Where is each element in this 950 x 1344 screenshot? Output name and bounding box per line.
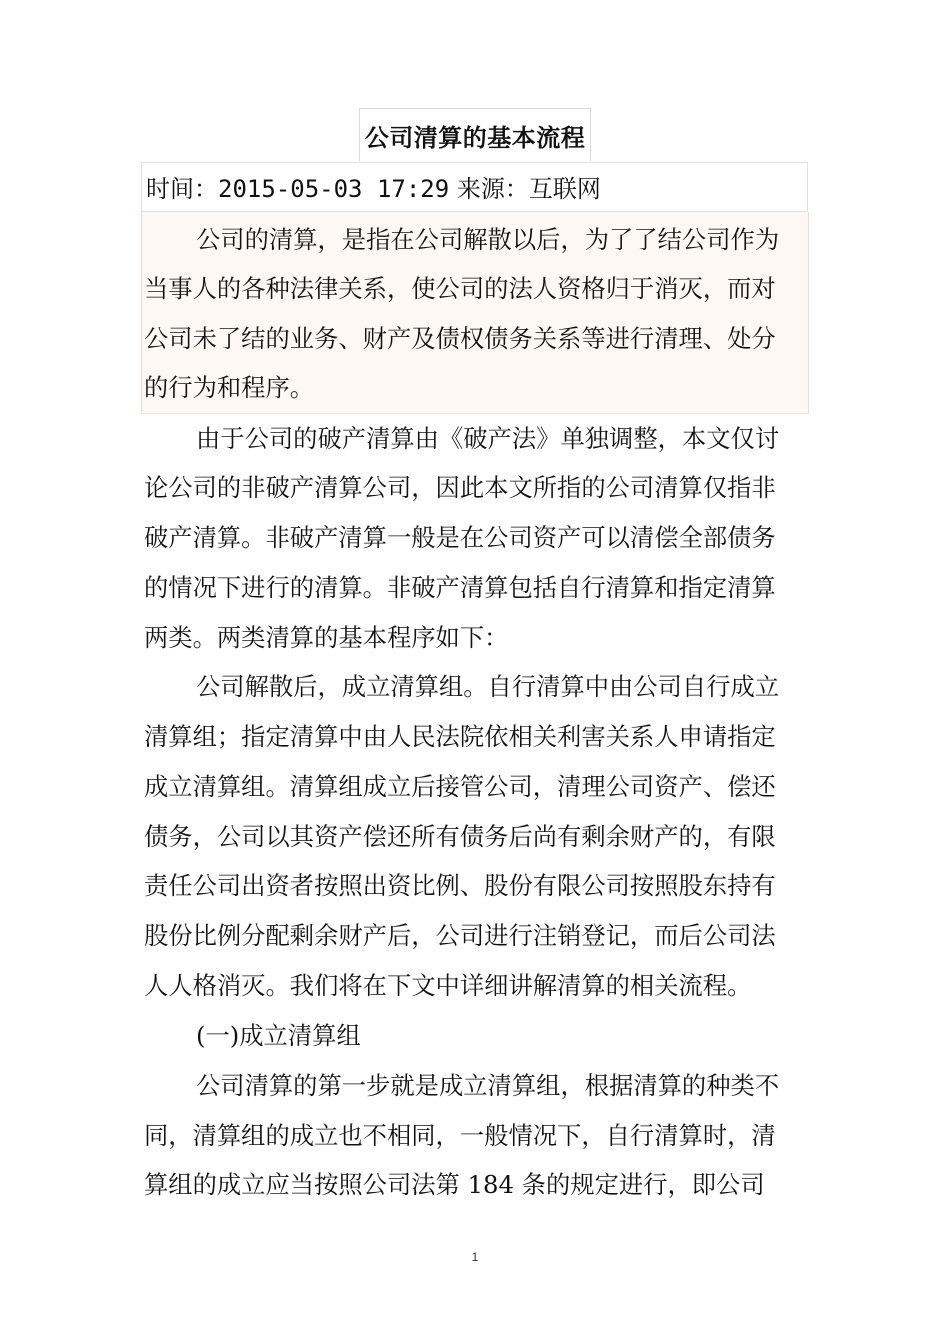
body-line: 清算组；指定清算中由人民法院依相关利害关系人申请指定 <box>144 722 776 751</box>
document-title: 公司清算的基本流程 <box>364 123 586 152</box>
body-line: 算组的成立应当按照公司法第 184 条的规定进行，即公司 <box>144 1170 765 1199</box>
body-line: 破产清算。非破产清算一般是在公司资产可以清偿全部债务 <box>144 523 776 552</box>
source-value: 互联网 <box>528 175 601 203</box>
title-box <box>359 108 591 161</box>
body-line: 公司解散后，成立清算组。自行清算中由公司自行成立 <box>196 672 780 701</box>
body-line: 公司未了结的业务、财产及债权债务关系等进行清理、处分 <box>144 324 776 353</box>
body-line: 同，清算组的成立也不相同，一般情况下，自行清算时，清 <box>144 1121 776 1150</box>
body-line: 当事人的各种法律关系，使公司的法人资格归于消灭，而对 <box>144 274 776 303</box>
page-number: 1 <box>471 1250 479 1264</box>
body-line: 的情况下进行的清算。非破产清算包括自行清算和指定清算 <box>144 573 776 602</box>
body-line: 公司的清算，是指在公司解散以后，为了了结公司作为 <box>196 225 780 254</box>
body-line: 公司清算的第一步就是成立清算组，根据清算的种类不 <box>196 1071 780 1100</box>
body-line: 债务，公司以其资产偿还所有债务后尚有剩余财产的，有限 <box>144 822 776 851</box>
body-line: 股份比例分配剩余财产后，公司进行注销登记，而后公司法 <box>144 921 776 950</box>
time-value: 2015-05-03 17:29 <box>218 175 450 203</box>
body-line: 成立清算组。清算组成立后接管公司，清理公司资产、偿还 <box>144 772 776 801</box>
section-heading: (一)成立清算组 <box>196 1021 361 1050</box>
body-line: 人人格消灭。我们将在下文中详细讲解清算的相关流程。 <box>144 971 752 1000</box>
body-line: 两类。两类清算的基本程序如下： <box>144 623 509 652</box>
meta-line <box>146 169 601 204</box>
source-label: 来源： <box>449 175 529 203</box>
body-line: 论公司的非破产清算公司，因此本文所指的公司清算仅指非 <box>144 473 776 502</box>
body-line: 由于公司的破产清算由《破产法》单独调整，本文仅讨 <box>196 424 780 453</box>
body-line: 责任公司出资者按照出资比例、股份有限公司按照股东持有 <box>144 871 776 900</box>
body-line: 的行为和程序。 <box>144 373 315 402</box>
time-label: 时间： <box>146 175 218 203</box>
